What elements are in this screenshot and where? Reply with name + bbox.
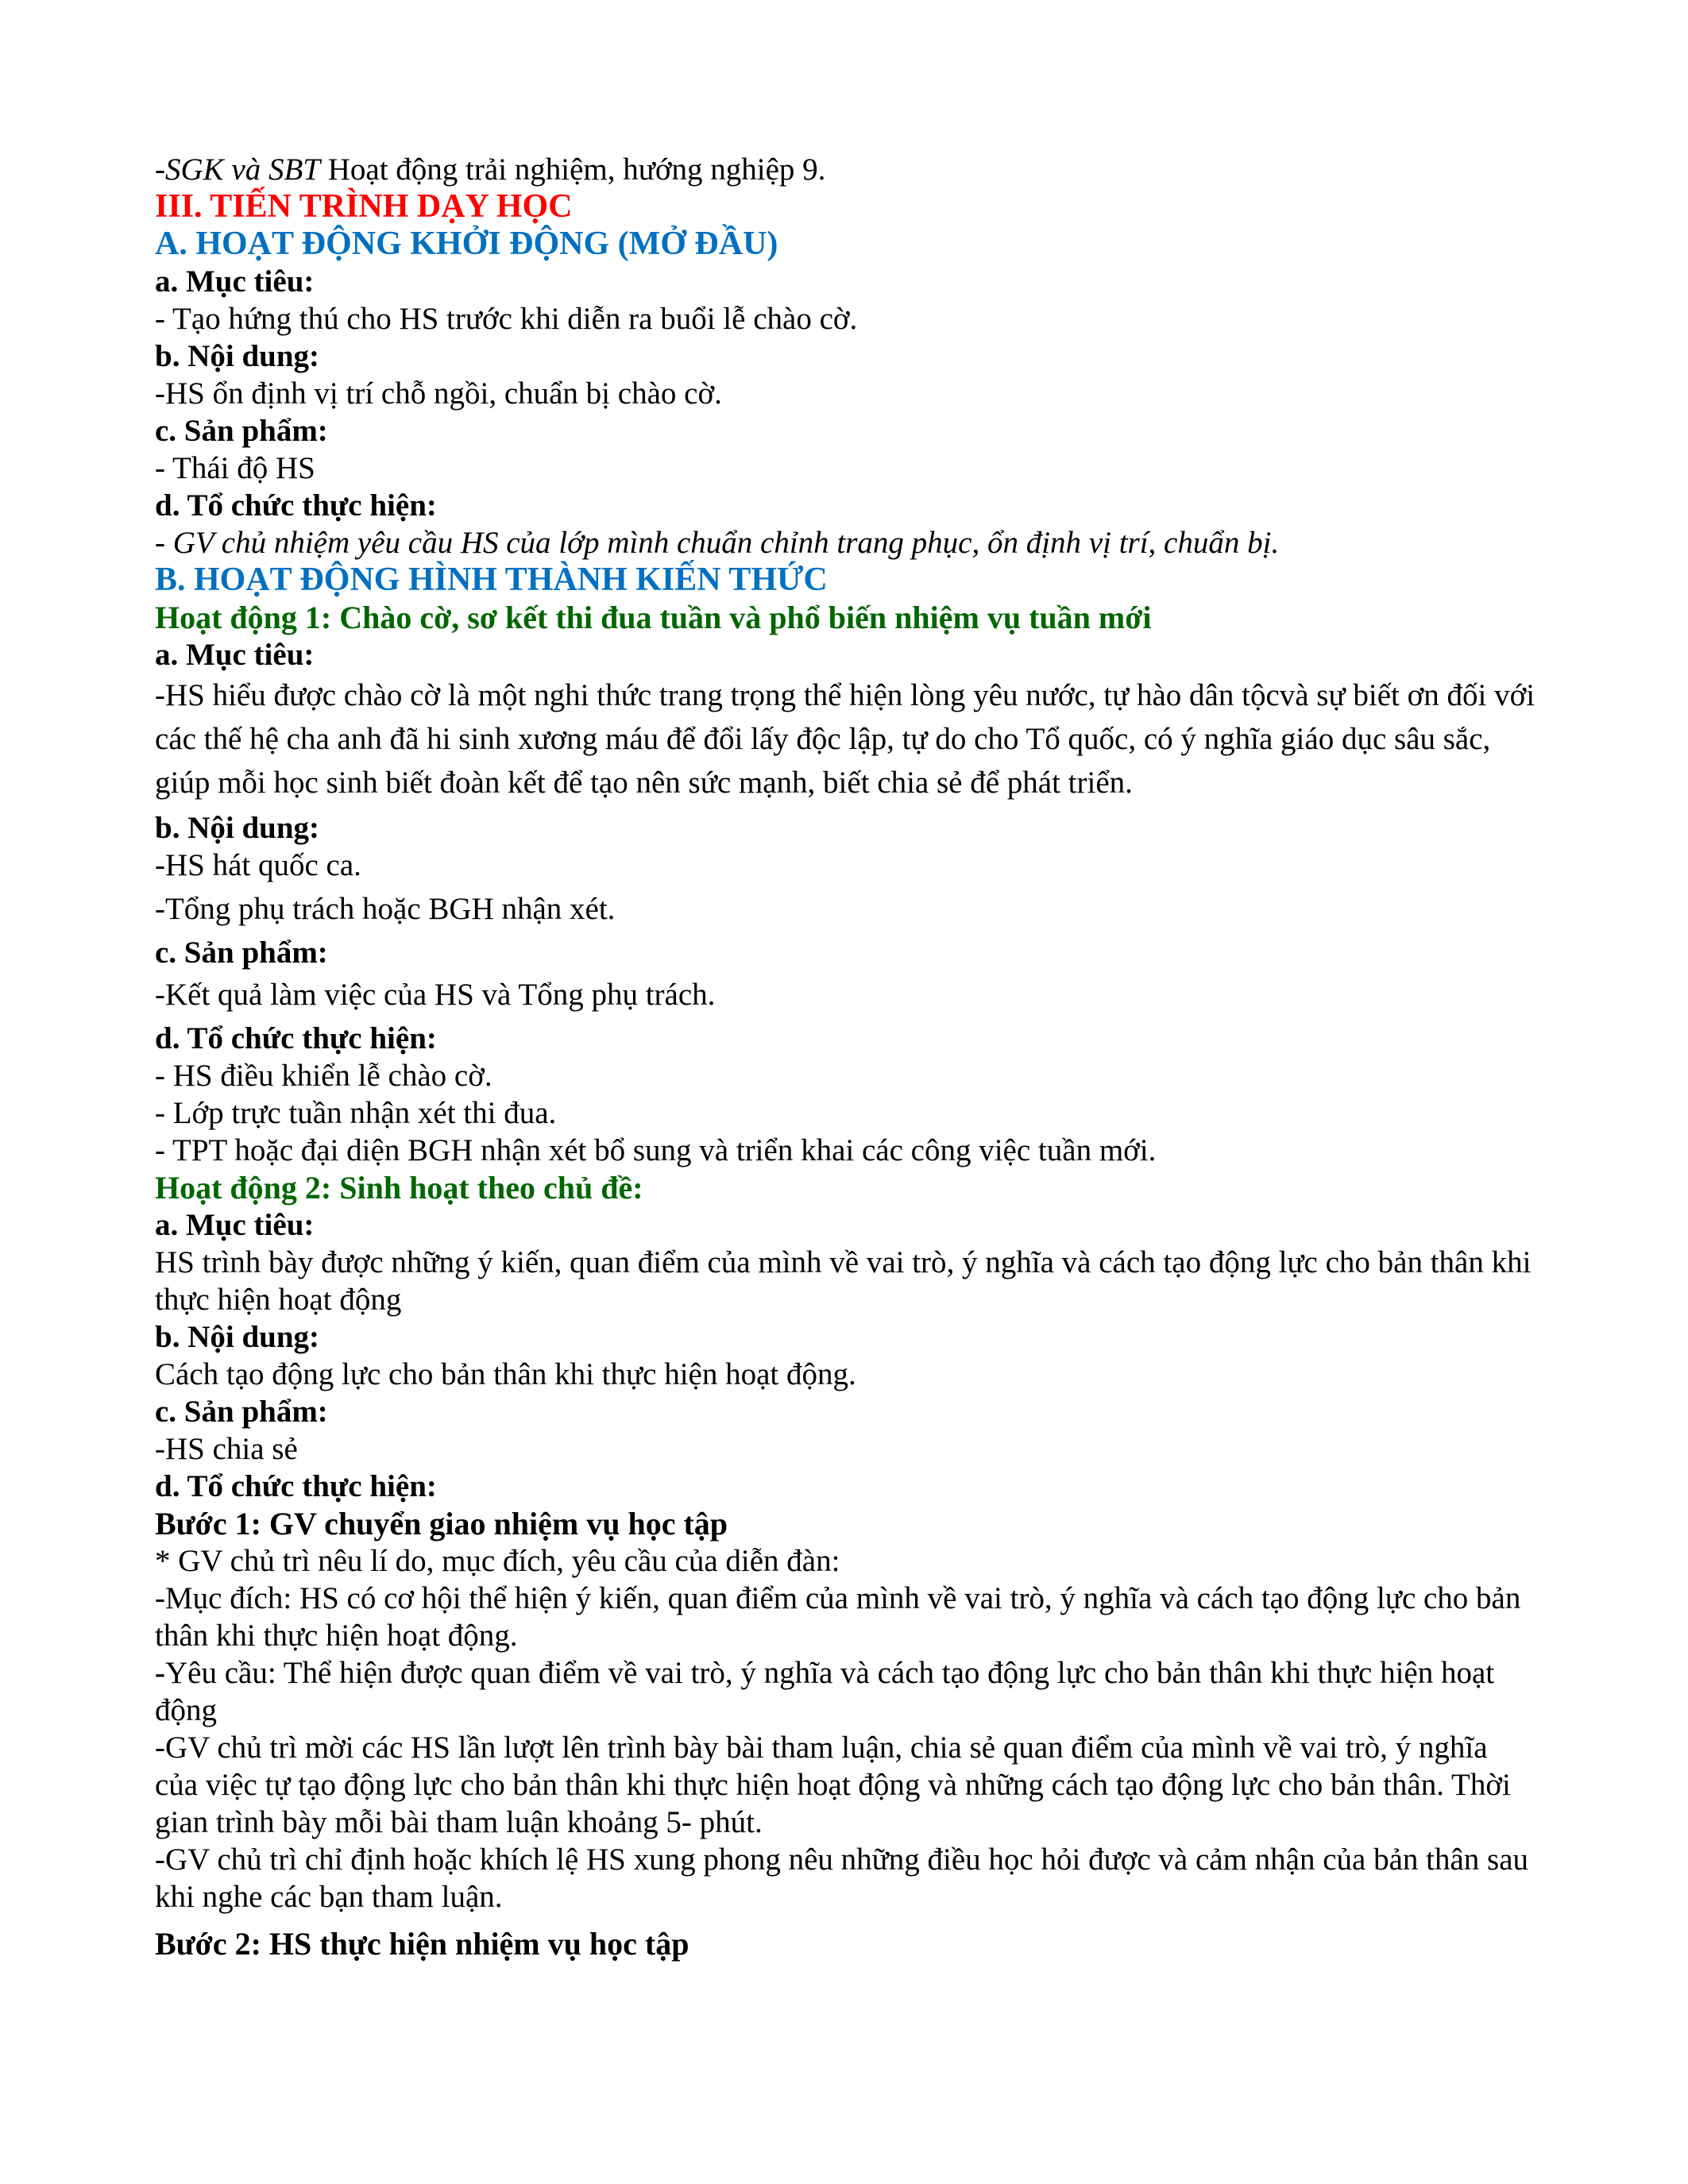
materials-line: -SGK và SBT Hoạt động trải nghiệm, hướng nghiệp 9. xyxy=(155,152,826,187)
heading-noi-dung: b. Nội dung: xyxy=(155,1320,319,1354)
text-line: -Kết quả làm việc của HS và Tổng phụ trách. xyxy=(155,978,716,1012)
heading-noi-dung: b. Nội dung: xyxy=(155,811,319,845)
paragraph: HS trình bày được những ý kiến, quan điểm của mình về vai trò, ý nghĩa và cách tạo động lực cho bản thân khi thực hiện hoạt động xyxy=(155,1245,1532,1317)
text-line: - HS điều khiển lễ chào cờ. xyxy=(155,1059,492,1093)
text-line: -HS chia sẻ xyxy=(155,1432,298,1466)
paragraph: -GV chủ trì chỉ định hoặc khích lệ HS xung phong nêu những điều học hỏi được và cảm nhận của bản thân sau khi nghe các bạn tham luận. xyxy=(155,1843,1529,1914)
text-line: - GV chủ nhiệm yêu cầu HS của lớp mình chuẩn chỉnh trang phục, ổn định vị trí, chuẩn bị. xyxy=(155,526,1280,560)
heading-san-pham: c. Sản phẩm: xyxy=(155,936,328,970)
step-2-heading: Bước 2: HS thực hiện nhiệm vụ học tập xyxy=(155,1926,689,1962)
text-line: -HS ổn định vị trí chỗ ngồi, chuẩn bị chào cờ. xyxy=(155,376,722,411)
heading-san-pham: c. Sản phẩm: xyxy=(155,1395,328,1429)
heading-muc-tieu: a. Mục tiêu: xyxy=(155,638,315,672)
heading-san-pham: c. Sản phẩm: xyxy=(155,414,328,448)
text-line: Cách tạo động lực cho bản thân khi thực hiện hoạt động. xyxy=(155,1357,856,1391)
section-heading-a: A. HOẠT ĐỘNG KHỞI ĐỘNG (MỞ ĐẦU) xyxy=(155,226,778,262)
heading-to-chuc: d. Tổ chức thực hiện: xyxy=(155,488,437,523)
heading-muc-tieu: a. Mục tiêu: xyxy=(155,1208,315,1242)
text-line: - Lớp trực tuần nhận xét thi đua. xyxy=(155,1096,557,1130)
heading-muc-tieu: a. Mục tiêu: xyxy=(155,264,315,299)
paragraph: -HS hiểu được chào cờ là một nghi thức trang trọng thể hiện lòng yêu nước, tự hào dân tộcvà sự biết ơn đối với các thế hệ cha anh đã hi sinh xương máu để đổi lấy độc lập, tự do cho Tổ quốc, có ý nghĩa giáo dục sâu sắc, giúp mỗi học sinh biết đoàn kết để tạo nên sức mạnh, biết chia sẻ để phát triển. xyxy=(155,678,1535,800)
text-line: - Thái độ HS xyxy=(155,451,315,485)
activity-1-heading: Hoạt động 1: Chào cờ, sơ kết thi đua tuần và phổ biến nhiệm vụ tuần mới xyxy=(155,600,1152,635)
text-line: -Tổng phụ trách hoặc BGH nhận xét. xyxy=(155,892,616,926)
text-line: - Tạo hứng thú cho HS trước khi diễn ra buổi lễ chào cờ. xyxy=(155,302,858,336)
section-heading-b: B. HOẠT ĐỘNG HÌNH THÀNH KIẾN THỨC xyxy=(155,561,828,598)
text-line: - TPT hoặc đại diện BGH nhận xét bổ sung và triển khai các công việc tuần mới. xyxy=(155,1133,1157,1167)
text-line: -HS hát quốc ca. xyxy=(155,848,361,882)
heading-to-chuc: d. Tổ chức thực hiện: xyxy=(155,1021,437,1055)
paragraph: -Yêu cầu: Thể hiện được quan điểm về vai trò, ý nghĩa và cách tạo động lực cho bản thân khi thực hiện hoạt động xyxy=(155,1656,1495,1727)
step-1-heading: Bước 1: GV chuyển giao nhiệm vụ học tập xyxy=(155,1506,728,1542)
heading-noi-dung: b. Nội dung: xyxy=(155,339,319,373)
document-body xyxy=(155,151,1537,1962)
paragraph: -Mục đích: HS có cơ hội thể hiện ý kiến, quan điểm của mình về vai trò, ý nghĩa và cách tạo động lực cho bản thân khi thực hiện hoạt động. xyxy=(155,1581,1521,1653)
activity-2-heading: Hoạt động 2: Sinh hoạt theo chủ đề: xyxy=(155,1170,643,1206)
heading-to-chuc: d. Tổ chức thực hiện: xyxy=(155,1469,437,1503)
paragraph: -GV chủ trì mời các HS lần lượt lên trình bày bài tham luận, chia sẻ quan điểm của mình về vai trò, ý nghĩa của việc tự tạo động lực cho bản thân khi thực hiện hoạt động và những cách tạo động lực cho bản thân. Thời gian trình bày mỗi bài tham luận khoảng 5- phút. xyxy=(155,1731,1511,1839)
text-line: * GV chủ trì nêu lí do, mục đích, yêu cầu của diễn đàn: xyxy=(155,1544,840,1578)
section-heading-iii: III. TIẾN TRÌNH DẠY HỌC xyxy=(155,188,573,225)
